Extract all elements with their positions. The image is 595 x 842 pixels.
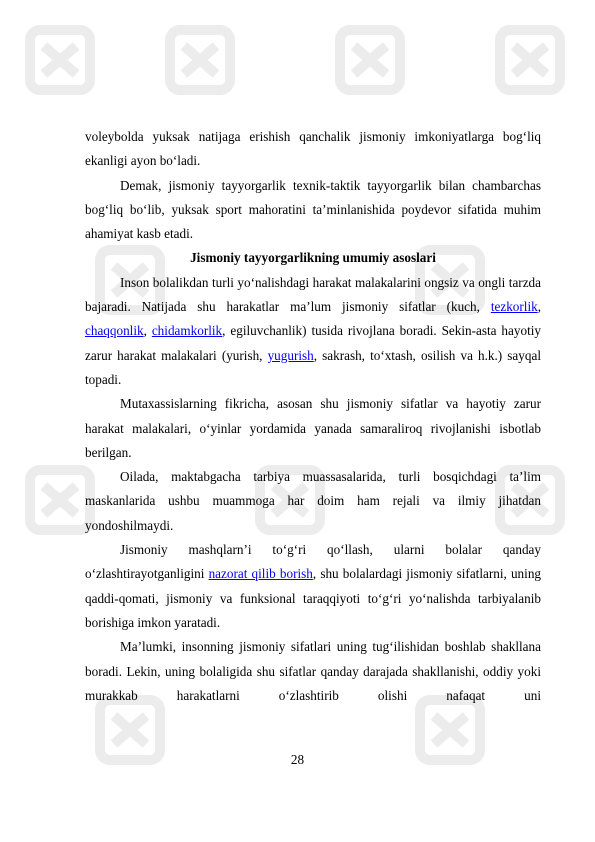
paragraph-oilada: Oilada, maktabgacha tarbiya muassasalarida, turli bosqichdagi ta’lim maskanlarida ushbu muammoga har doim ham rejali va ilmiy jihatdan yondoshilmaydi. [85, 469, 541, 533]
document-page [85, 125, 541, 708]
watermark-logo [500, 30, 560, 90]
paragraph-mutaxassislar: Mutaxassislarning fikricha, asosan shu jismoniy sifatlar va hayotiy zarur harakat malakalari, o‘yinlar yordamida yanada samaraliroq rivojlanishi isbotlab berilgan. [85, 396, 541, 460]
link-chidamkorlik[interactable]: chidamkorlik [151, 323, 223, 339]
paragraph-continuation: voleybolda yuksak natijaga erishish qanchalik jismoniy imkoniyatlarga bog‘liq ekanligi ayon bo‘ladi. [85, 129, 541, 169]
watermark-logo [340, 30, 400, 90]
paragraph-text: , [143, 323, 152, 339]
link-tezkorlik[interactable]: tezkorlik [490, 299, 538, 315]
link-yugurish[interactable]: yugurish [267, 347, 314, 363]
watermark-logo [170, 30, 230, 90]
paragraph-inson [85, 271, 541, 392]
paragraph-text: , [537, 299, 541, 315]
paragraph-text: , sakrash, to‘xtash, osilish va h.k.) sayqal topadi. [85, 347, 541, 387]
paragraph-text: Jismoniy mashqlarn’i to‘g‘ri qo‘llash, ularni bolalar qanday o‘zlashtirayotganligini [85, 542, 541, 582]
watermark-logo [420, 700, 480, 760]
page-number: 28 [290, 752, 305, 767]
link-chaqqonlik[interactable]: chaqqonlik [85, 323, 144, 339]
section-heading: Jismoniy tayyorgarlikning umumiy asoslari [190, 250, 436, 266]
watermark-logo [30, 470, 90, 530]
paragraph-text: , egiluvchanlik) tusida rivojlana boradi. Sekin-asta hayotiy zarur harakat malakalari (yurish, [85, 323, 541, 363]
paragraph-jismoniy-mashqlar [85, 538, 541, 635]
paragraph-malumki: Ma’lumki, insonning jismoniy sifatlari uning tug‘ilishidan boshlab shakllana boradi. Lekin, uning bolaligida shu sifatlar qanday darajada shakllanishi, oddiy yoki murakkab harakatlarni o‘zlashtirib olishi nafaqat uni [85, 639, 541, 703]
watermark-logo [100, 700, 160, 760]
paragraph-text: Inson bolalikdan turli yo‘nalishdagi harakat malakalarini ongsiz va ongli tarzda bajaradi. Natijada shu harakatlar ma’lum jismoniy sifatlar (kuch, [85, 274, 541, 315]
paragraph-demak: Demak, jismoniy tayyorgarlik texnik-taktik tayyorgarlik bilan chambarchas bog‘liq bo‘lib, yuksak sport mahoratini ta’minlanishida poydevor sifatida muhim ahamiyat kasb etadi. [85, 177, 541, 242]
link-nazorat-qilib-borish[interactable]: nazorat qilib borish [208, 566, 313, 582]
watermark-logo [30, 30, 90, 90]
paragraph-text: , shu bolalardagi jismoniy sifatlarni, uning qaddi-qomati, jismoniy va funksional taraqqiyoti to‘g‘ri yo‘nalishda tarbiyalanib borishiga imkon yaratadi. [85, 566, 542, 630]
